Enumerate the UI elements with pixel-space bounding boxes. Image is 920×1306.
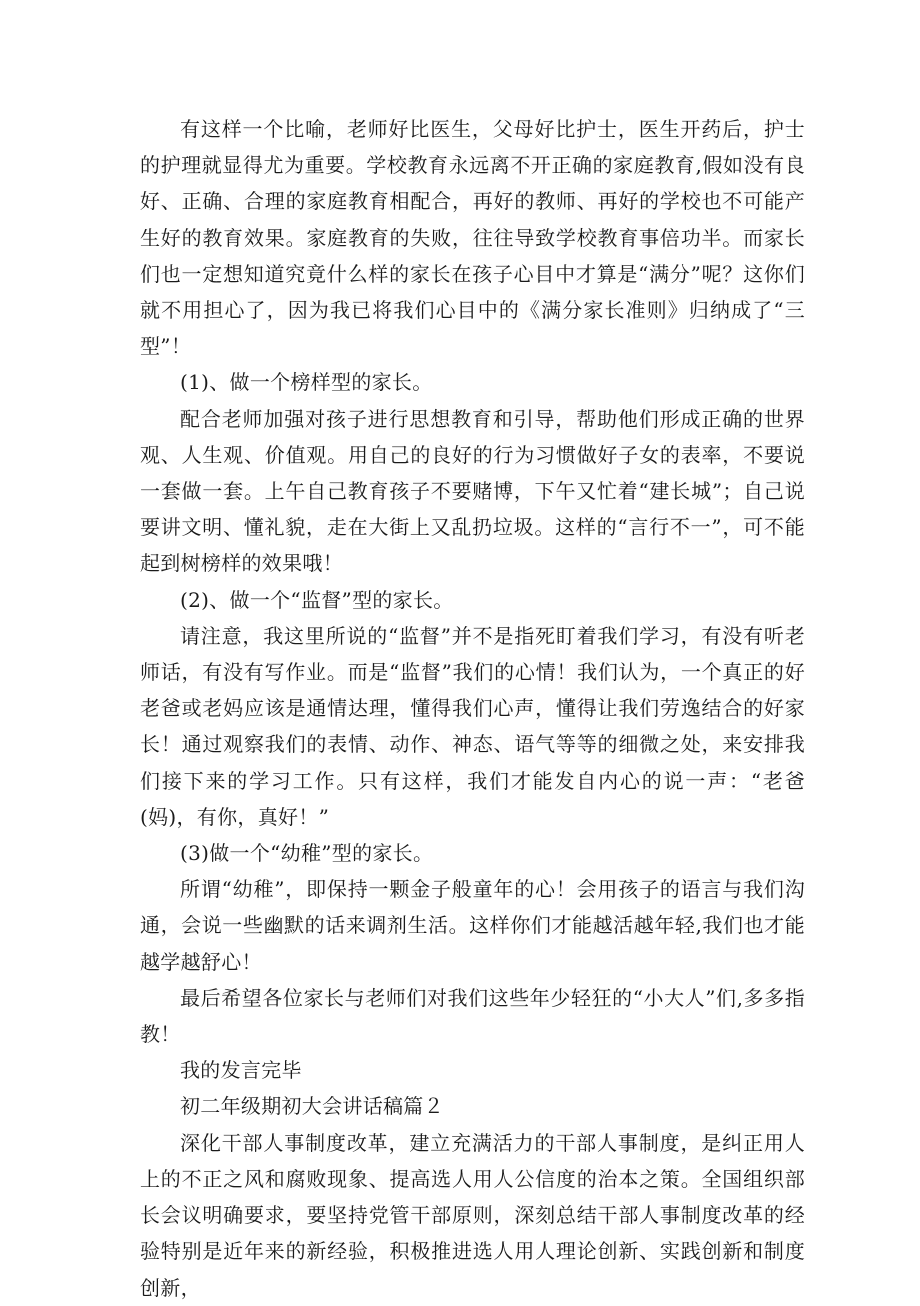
- paragraph-cadre-reform: 深化干部人事制度改革，建立充满活力的干部人事制度，是纠正用人上的不正之风和腐败现象、提高选人用人公信度的治本之策。全国组织部长会议明确要求，要坚持党管干部原则，深刻总结干部人事制度改革的经验特别是近年来的新经验，积极推进选人用人理论创新、实践创新和制度创新，: [140, 1130, 805, 1300]
- heading-childlike-parent: (3)做一个“幼稚”型的家长。: [180, 841, 434, 866]
- heading-supervisor-parent: (2)、做一个“监督”型的家长。: [180, 587, 454, 612]
- paragraph-closing-wish: 最后希望各位家长与老师们对我们这些年少轻狂的“小大人”们,多多指教！: [140, 985, 805, 1047]
- heading-role-model-parent: (1)、做一个榜样型的家长。: [180, 370, 433, 395]
- paragraph-childlike: 所谓“幼稚”，即保持一颗金子般童年的心！会用孩子的语言与我们沟通，会说一些幽默的话来调剂生活。这样你们才能越活越年轻,我们也才能越学越舒心！: [140, 877, 805, 974]
- paragraph-speech-end: 我的发言完毕: [180, 1058, 302, 1083]
- paragraph-supervisor: 请注意，我这里所说的“监督”并不是指死盯着我们学习，有没有听老师话，有没有写作业。而是“监督”我们的心情！我们认为，一个真正的好老爸或老妈应该是通情达理，懂得我们心声，懂得让我们劳逸结合的好家长！通过观察我们的表情、动作、神态、语气等等的细微之处，来安排我们接下来的学习工作。只有这样，我们才能发自内心的说一声：“老爸(妈)，有你，真好！”: [140, 623, 805, 829]
- section-title-speech-2: 初二年级期初大会讲话稿篇２: [180, 1094, 444, 1119]
- paragraph-intro: 有这样一个比喻，老师好比医生，父母好比护士，医生开药后，护士的护理就显得尤为重要。学校教育永远离不开正确的家庭教育,假如没有良好、正确、合理的家庭教育相配合，再好的教师、再好的学校也不可能产生好的教育效果。家庭教育的失败，往往导致学校教育事倍功半。而家长们也一定想知道究竟什么样的家长在孩子心目中才算是“满分”呢？这你们就不用担心了，因为我已将我们心目中的《满分家长准则》归纳成了“三型”！: [140, 117, 805, 359]
- paragraph-role-model: 配合老师加强对孩子进行思想教育和引导，帮助他们形成正确的世界观、人生观、价值观。用自己的良好的行为习惯做好子女的表率，不要说一套做一套。上午自己教育孩子不要赌博，下午又忙着“建长城”；自己说要讲文明、懂礼貌，走在大街上又乱扔垃圾。这样的“言行不一”，可不能起到树榜样的效果哦！: [140, 406, 805, 576]
- document-body: [140, 111, 805, 1306]
